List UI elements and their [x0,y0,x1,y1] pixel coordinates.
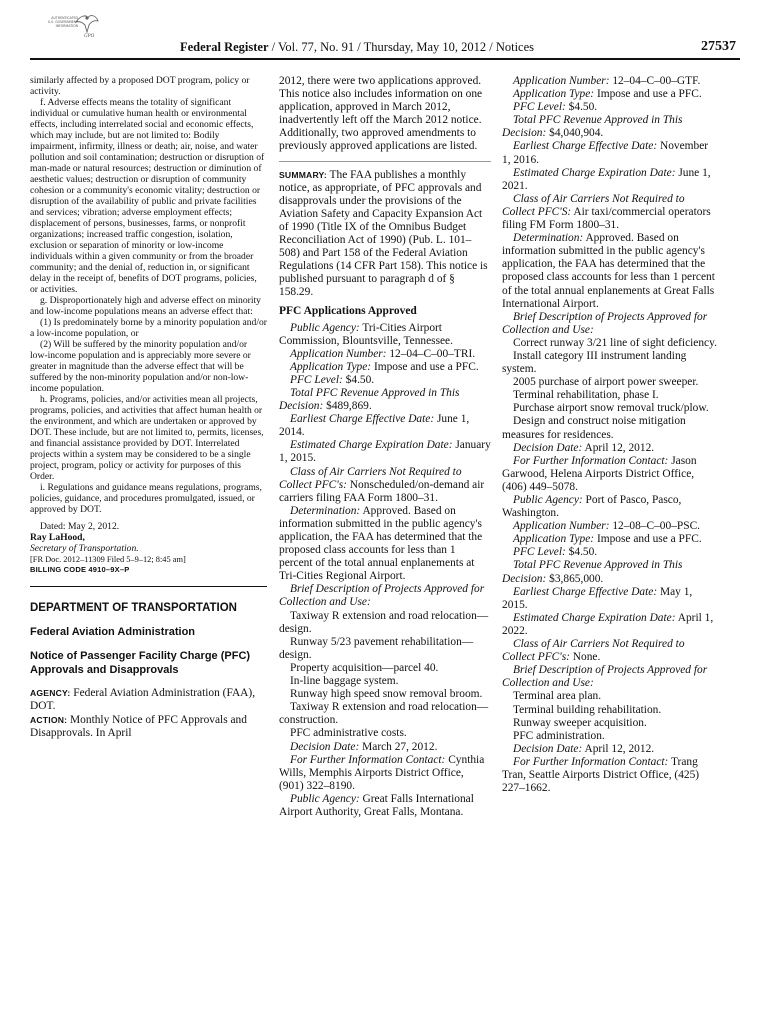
entry: For Further Information Contact: Jason Garwood, Helena Airports District Office, (406) 449–5078. [502,454,697,493]
header-rule [30,58,740,60]
entry: Estimated Charge Expiration Date: April 1, 2022. [502,611,714,637]
seal-gpo-label: GPO [84,34,95,39]
entry: Application Type: Impose and use a PFC. [513,533,702,546]
entry: Earliest Charge Effective Date: June 1, 2014. [279,413,470,439]
entry: Public Agency: Tri-Cities Airport Commission, Blountsville, Tennessee. [279,321,453,347]
project-item: Purchase airport snow removal truck/plow. [513,402,709,415]
entry: Total PFC Revenue Approved in This Decision: $3,865,000. [502,559,683,585]
paragraph: (1) Is predominately borne by a minority population and/or a low-income population, or [30,317,267,339]
entry: Brief Description of Projects Approved for Collection and Use: [502,664,708,690]
seal-text: AUTHENTICATED U.S. GOVERNMENT INFORMATION [47,16,78,28]
issue-info: / Vol. 77, No. 91 / Thursday, May 10, 2012 / Notices [268,40,535,54]
project-item: Runway 5/23 pavement rehabilitation—design. [279,635,474,661]
entry: Brief Description of Projects Approved for Collection and Use: [502,310,708,336]
project-item: Property acquisition—parcel 40. [290,661,439,674]
section-heading: PFC Applications Approved [279,304,417,317]
project-item: 2005 purchase of airport power sweeper. [513,376,699,389]
running-header [180,41,534,54]
gpo-authentication-seal [44,12,102,40]
summary-divider [279,161,491,162]
project-item: Terminal rehabilitation, phase I. [513,389,659,402]
paragraph: f. Adverse effects means the totality of significant individual or cumulative human health or environmental effects, including interrelated social and economic effects, which may include, but are not limited to: Bodily impairment, infirmity, illness or death; air, noise, and water pollution and soil contamination; destruction or disruption of man-made or natural resources; destruction or diminution of aesthetic values; destruction or disruption of community cohesion or a community's economic vitality; destruction or disruption of the availability of public and private facilities and services; vibration; adverse employment effects; displacement of persons, businesses, farms, or nonprofit organizations; increased traffic congestion, isolation, exclusion or separation of minority or low-income individuals within a given community or from the broader community; and the denial of, reduction in, or significant delay in the receipt of, benefits of DOT programs, policies, or activities. [30,97,265,295]
entry: Determination: Approved. Based on information submitted in the public agency's application, the FAA has determined that the proposed class accounts for less than 1 percent of the total annual enplanements at Tri-Cities Regional Airport. [279,504,483,583]
entry: Public Agency: Port of Pasco, Pasco, Washington. [502,494,682,520]
publication-title: Federal Register [180,40,269,54]
entry: Total PFC Revenue Approved in This Decision: $489,869. [279,386,460,413]
entry: Decision Date: March 27, 2012. [290,740,438,753]
notice-title: Notice of Passenger Facility Charge (PFC) Approvals and Disapprovals [30,650,251,676]
entry: Class of Air Carriers Not Required to Collect PFC'S: Air taxi/commercial operators filing FM Form 1800–31. [502,192,711,232]
project-item: Correct runway 3/21 line of sight deficiency. [513,336,717,349]
paragraph: h. Programs, policies, and/or activities mean all projects, programs, policies, and activities that affect human health or the environment, and which are undertaken or approved by DOT. These include, but are not limited to, permits, licenses, and financial assistance provided by DOT. Interrelated projects within a system may be considered to be a single project, program, policy or activity for purposes of this Order. [30,394,264,482]
entry: Application Number: 12–08–C–00–PSC. [513,520,701,533]
entry: PFC Level: $4.50. [513,546,598,559]
project-item: PFC administrative costs. [290,727,407,740]
entry: Estimated Charge Expiration Date: January 1, 2015. [279,439,491,465]
agency-label: AGENCY: [30,688,71,698]
signer-name: Ray LaHood, [30,532,85,543]
billing-code: BILLING CODE 4910–9X–P [30,565,130,574]
entry: Brief Description of Projects Approved for Collection and Use: [279,583,485,609]
action-line [30,714,267,741]
department-heading: DEPARTMENT OF TRANSPORTATION [30,602,237,614]
entry: Application Type: Impose and use a PFC. [290,360,479,373]
fr-doc-line: [FR Doc. 2012–11309 Filed 5–9–12; 8:45 am] [30,555,186,564]
project-item: Taxiway R extension and road relocation—design. [279,609,489,635]
paragraph: 2012, there were two applications approved. This notice also includes information on one application, approved in March 2012, inadvertently left off the March 2012 notice. Additionally, two approved amendments to previously approved applications are listed. [279,75,483,153]
column-2 [279,75,491,819]
entry: PFC Level: $4.50. [513,101,598,114]
column-1 [30,75,267,741]
project-item: Terminal area plan. [513,690,602,703]
summary-paragraph [279,169,491,300]
entry: Total PFC Revenue Approved in This Decision: $4,040,904. [502,114,683,140]
entry: Public Agency: Great Falls International Airport Authority, Great Falls, Montana. [279,792,474,818]
column-3 [502,75,717,795]
entry: Determination: Approved. Based on information submitted in the public agency's application, the FAA has determined that the proposed class accounts for less than 1 percent of the total annual enplanements at Great Falls International Airport. [502,232,715,310]
eagle-seal-icon [74,12,100,36]
entry: Earliest Charge Effective Date: May 1, 2015. [502,585,693,611]
entry: Class of Air Carriers Not Required to Collect PFC's: None. [502,638,685,664]
entry: For Further Information Contact: Cynthia Wills, Memphis Airports District Office, (901) 322–8190. [279,753,485,792]
entry: Decision Date: April 12, 2012. [513,441,655,454]
dated-line: Dated: May 2, 2012. [40,521,120,532]
project-item: Runway sweeper acquisition. [513,716,647,729]
page-number: 27537 [701,39,736,54]
project-item: Taxiway R extension and road relocation—construction. [279,701,489,727]
paragraph: i. Regulations and guidance means regulations, programs, policies, guidance, and procedures promulgated, issued, or approved by DOT. [30,482,262,515]
project-item: In-line baggage system. [290,675,399,688]
action-label: ACTION: [30,714,68,725]
entry: Decision Date: April 12, 2012. [513,742,655,755]
project-item: Install category III instrument landing system. [502,349,687,376]
entry: PFC Level: $4.50. [290,373,375,386]
project-item: Runway high speed snow removal broom. [290,688,483,701]
agency-text: Federal Aviation Administration (FAA), DOT. [30,687,256,713]
entry: Application Type: Impose and use a PFC. [513,88,702,101]
entry: Earliest Charge Effective Date: November 1, 2016. [502,140,709,166]
summary-label: SUMMARY: [279,169,327,180]
action-text: Monthly Notice of PFC Approvals and Disapprovals. In April [30,713,247,740]
signer-title: Secretary of Transportation. [30,543,139,554]
project-item: Terminal building rehabilitation. [513,703,662,716]
section-divider [30,586,267,587]
project-item: PFC administration. [513,729,605,742]
paragraph: g. Disproportionately high and adverse effect on minority and low-income populations means an adverse effect that: [30,295,261,317]
agency-heading: Federal Aviation Administration [30,626,196,638]
entry: Application Number: 12–04–C–00–GTF. [513,75,701,87]
entry: Class of Air Carriers Not Required to Collect PFC's: Nonscheduled/on-demand air carriers filing FAA Form 1800–31. [279,465,485,504]
paragraph: (2) Will be suffered by the minority population and/or low-income population and is appreciably more severe or greater in magnitude than the adverse effect that will be suffered by the non-minority population and/or non-low-income population. [30,339,251,394]
project-item: Design and construct noise mitigation measures for residences. [502,415,686,441]
summary-text: The FAA publishes a monthly notice, as appropriate, of PFC approvals and disapprovals under the provisions of the Aviation Safety and Capacity Expansion Act of 1990 (Title IX of the Omnibus Budget Reconciliation Act of 1990) (Pub. L. 101–508) and Part 158 of the Federal Aviation Regulations (14 CFR Part 158). This notice is published pursuant to paragraph d of § 158.29. [279,168,488,299]
entry: Estimated Charge Expiration Date: June 1, 2021. [502,166,711,192]
paragraph: similarly affected by a proposed DOT program, policy or activity. [30,75,250,97]
agency-line [30,687,267,714]
entry: For Further Information Contact: Trang Tran, Seattle Airports District Office, (425) 227–1662. [502,755,700,795]
entry: Application Number: 12–04–C–00–TRI. [290,347,476,360]
